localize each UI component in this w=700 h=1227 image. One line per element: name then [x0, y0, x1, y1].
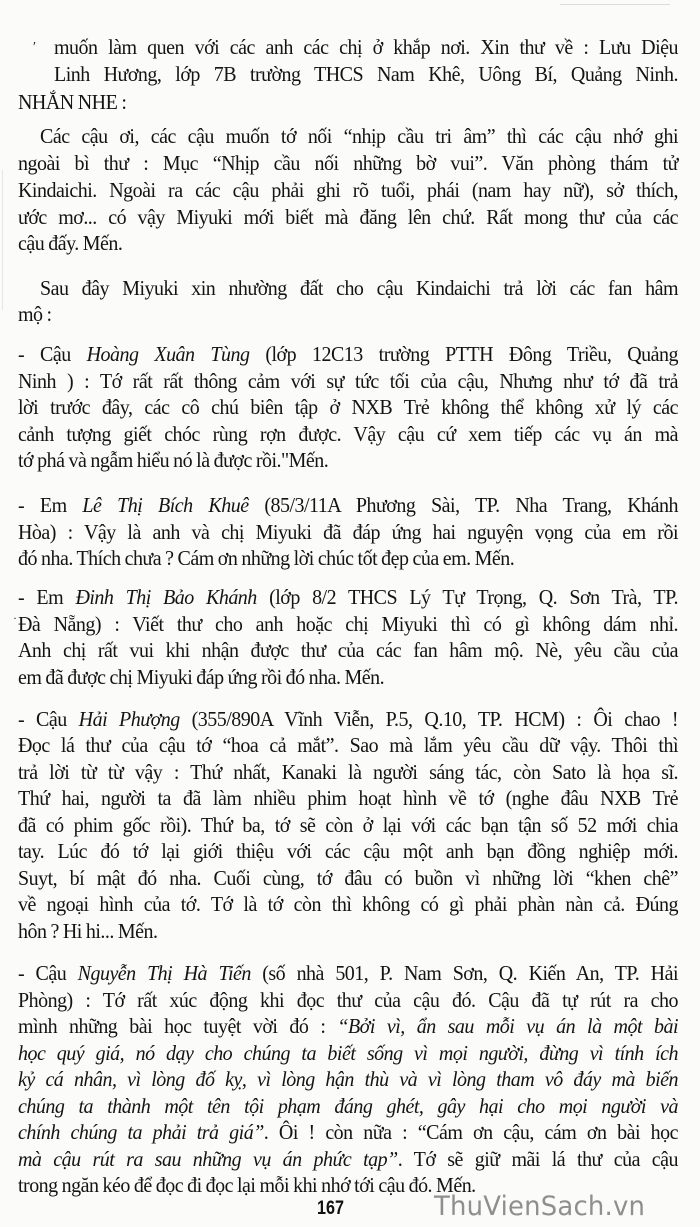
italic-name-or-quote: Hoàng Xuân Tùng — [86, 342, 250, 366]
text-line: Kindaichi. Ngoài ra các cậu phải ghi rõ tuổi, phái (nam hay nữ), sở thích, — [18, 178, 678, 202]
text-line — [18, 341, 678, 367]
text-span: mình những bài học tuyệt vời đó : — [18, 1014, 338, 1038]
scan-speck — [2, 170, 3, 310]
text-line: lời trước đây, các cô chú biên tập ở NXB Trẻ không thể không xử lý các — [18, 395, 678, 419]
text-span: . Ôi ! còn nữa : “Cám ơn cậu, cám ơn bài học — [263, 1120, 678, 1144]
text-line: trả lời từ từ vậy : Thứ nhất, Kanaki là người sáng tác, còn Sato là họa sĩ. — [18, 760, 678, 784]
text-line: Hòa) : Vậy là anh và chị Miyuki đã đáp ứng hai nguyện vọng của em rồi — [18, 520, 678, 544]
text-span: (số nhà 501, P. Nam Sơn, Q. Kiến An, TP. Hải — [250, 961, 678, 985]
italic-name-or-quote: Lê Thị Bích Khuê — [82, 493, 249, 517]
italic-name-or-quote: mà cậu rút ra sau những vụ án phức tạp” — [18, 1147, 398, 1171]
text-line: trong ngăn kéo để đọc đi đọc lại mỗi khi nhớ tới cậu đó. Mến. — [18, 1173, 476, 1197]
text-line: đã có phim gốc rồi). Thứ ba, tớ sẽ còn ở lại với các bạn tận số 52 mới chia — [18, 813, 678, 837]
italic-name-or-quote: Nguyễn Thị Hà Tiến — [77, 961, 251, 985]
text-span: (lớp 12C13 trường PTTH Đông Triều, Quảng — [249, 342, 678, 366]
text-line: em đã được chị Miyuki đáp ứng rồi đó nha. Mến. — [18, 665, 385, 689]
text-span: - Cậu — [18, 707, 79, 731]
text-line: NHẮN NHE : — [18, 90, 127, 114]
text-line: Thứ hai, người ta đã làm nhiều phim hoạt hình về tớ (nghe đâu NXB Trẻ — [18, 786, 678, 810]
text-line — [18, 492, 678, 518]
text-line: ước mơ... có vậy Miyuki mới biết mà đăng lên chứ. Rất mong thư của các — [18, 205, 678, 229]
text-line: Linh Hương, lớp 7B trường THCS Nam Khê, Uông Bí, Quảng Ninh. — [54, 62, 678, 86]
text-span: (lớp 8/2 THCS Lý Tự Trọng, Q. Sơn Trà, TP. — [256, 585, 678, 609]
text-line: tớ phá và ngẫm hiểu nó là được rồi."Mến. — [18, 448, 329, 472]
italic-name-or-quote: “Bởi vì, ẩn sau mỗi vụ án là một bài — [337, 1014, 678, 1038]
text-line — [18, 1013, 678, 1039]
text-span: - Em — [18, 493, 83, 517]
italic-name-or-quote: chính chúng ta phải trả giá” — [18, 1120, 264, 1144]
text-line — [18, 706, 678, 732]
text-span: (85/3/11A Phương Sài, TP. Nha Trang, Khánh — [248, 493, 678, 517]
text-line — [18, 1040, 678, 1066]
text-line: Anh chị rất vui khi nhận được thư của các fan hâm mộ. Nè, yêu cầu của — [18, 638, 678, 662]
stray-print-mark: ′ — [33, 40, 37, 55]
text-line: cậu đấy. Mến. — [18, 231, 123, 255]
text-line — [18, 1093, 678, 1119]
text-line — [18, 960, 678, 986]
text-span: - Cậu — [18, 961, 78, 985]
text-line: hôn ? Hi hi... Mến. — [18, 919, 158, 943]
text-line — [18, 1066, 678, 1092]
text-line: Suyt, bí mật đó nha. Cuối cùng, tớ đâu có buồn vì những lời “khen chê” — [18, 866, 678, 890]
text-line: Đà Nẵng) : Viết thư cho anh hoặc chị Miyuki thì có gì không dám nhỉ. — [18, 612, 678, 636]
text-span: (355/890A Vĩnh Viễn, P.5, Q.10, TP. HCM) : Ôi chao ! — [179, 707, 678, 731]
text-line — [18, 1146, 678, 1172]
scan-speck — [560, 4, 670, 5]
watermark-logo: ThuVienSach.vn — [434, 1191, 646, 1222]
text-span: - Cậu — [18, 342, 87, 366]
text-line: Sau đây Miyuki xin nhường đất cho cậu Kindaichi trả lời các fan hâm — [40, 276, 678, 300]
text-line: cảnh tượng giết chóc rùng rợn được. Vậy cậu cứ xem tiếp các vụ án mà — [18, 422, 678, 446]
text-line: Đọc lá thư của cậu tớ “hoa cả mắt”. Sao mà lắm yêu cầu dữ vậy. Thôi thì — [18, 733, 678, 757]
italic-name-or-quote: Hải Phượng — [78, 707, 180, 731]
text-line: đó nha. Thích chưa ? Cám ơn những lời chúc tốt đẹp của em. Mến. — [18, 546, 515, 570]
italic-name-or-quote: chúng ta thành một tên tội phạm đáng ghét, gây hại cho mọi người và — [18, 1094, 678, 1118]
text-line: Phòng) : Tớ rất xúc động khi đọc thư của cậu đó. Cậu đã tự rút ra cho — [18, 988, 678, 1012]
text-line: mộ : — [18, 302, 52, 326]
stray-print-mark: · — [13, 611, 17, 625]
text-line: ngoài bì thư : Mục “Nhịp cầu nối những bờ vui”. Văn phòng thám tử — [18, 151, 678, 175]
text-line: về ngoại hình của tớ. Tớ là tớ còn thì không có gì phải phàn nàn cả. Đúng — [18, 892, 678, 916]
italic-name-or-quote: kỷ cá nhân, vì lòng đố kỵ, vì lòng hận thù và vì lòng tham vô đáy mà biến — [18, 1067, 678, 1091]
text-line: Các cậu ơi, các cậu muốn tớ nối “nhịp cầu tri âm” thì các cậu nhớ ghi — [40, 124, 678, 148]
text-line: muốn làm quen với các anh các chị ở khắp nơi. Xin thư về : Lưu Diệu — [54, 35, 678, 59]
text-span: - Em — [18, 585, 76, 609]
text-line — [18, 1119, 678, 1145]
text-line — [18, 584, 678, 610]
text-line: Ninh ) : Tớ rất rất thông cảm với sự tức tối của cậu, Nhưng như tớ đã trả — [18, 369, 678, 393]
text-span: . Tớ sẽ giữ mãi lá thư của cậu — [397, 1147, 679, 1171]
italic-name-or-quote: Đinh Thị Bảo Khánh — [75, 585, 257, 609]
page-number: 167 — [317, 1198, 344, 1219]
italic-name-or-quote: học quý giá, nó dạy cho chúng ta biết sống vì mọi người, đừng vì tính ích — [18, 1041, 678, 1065]
text-line: tay. Lúc đó tớ lại giới thiệu với các cậu một anh bạn đồng nghiệp mới. — [18, 839, 678, 863]
